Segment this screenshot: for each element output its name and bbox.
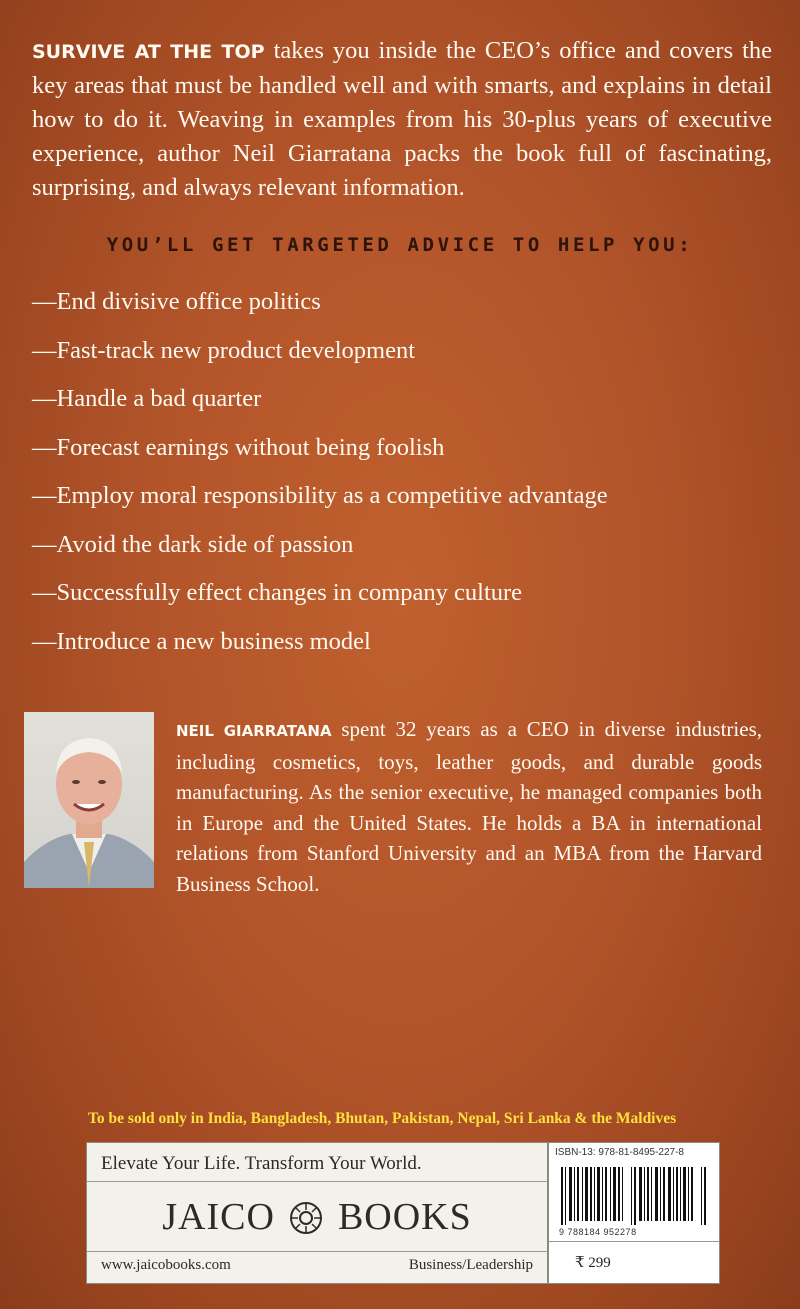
author-photo: [24, 712, 154, 888]
brand-left: JAICO: [162, 1196, 275, 1238]
advice-item: —Avoid the dark side of passion: [32, 530, 354, 558]
price-label: ₹ 299: [575, 1255, 611, 1271]
publisher-logo: [87, 1195, 547, 1239]
barcode-digits: 9 788184 952278: [559, 1227, 637, 1237]
author-name: NEIL GIARRATANA: [176, 722, 332, 740]
book-title-lead: SURVIVE AT THE TOP: [32, 41, 265, 63]
brand-right: BOOKS: [337, 1196, 472, 1238]
sun-emblem-icon: [289, 1201, 323, 1235]
isbn-label: ISBN-13: 978-81-8495-227-8: [555, 1147, 684, 1158]
publisher-website: www.jaicobooks.com: [101, 1257, 231, 1273]
divider: [549, 1241, 719, 1242]
book-description: [32, 34, 772, 205]
advice-item: —End divisive office politics: [32, 288, 321, 315]
advice-item: —Forecast earnings without being foolish: [32, 433, 445, 461]
advice-heading: YOU’LL GET TARGETED ADVICE TO HELP YOU:: [106, 234, 694, 256]
advice-item: —Introduce a new business model: [32, 627, 371, 655]
barcode-panel: [548, 1142, 720, 1284]
author-bio-text: spent 32 years as a CEO in diverse industries, including cosmetics, toys, leather goods, and durable goods manufacturing. As the senior executive, he managed companies both in Europe and the United States. He holds a BA in international relations from Stanford University and an MBA from the Harvard Business School.: [176, 717, 762, 896]
advice-item: —Fast-track new product development: [32, 336, 416, 364]
advice-item: —Handle a bad quarter: [32, 385, 262, 412]
advice-item: —Successfully effect changes in company culture: [32, 579, 523, 606]
publisher-tagline: Elevate Your Life. Transform Your World.: [101, 1153, 422, 1174]
advice-list: [32, 282, 772, 670]
publisher-panel: [86, 1142, 548, 1284]
divider: [87, 1251, 547, 1252]
book-description-text: takes you inside the CEO’s office and covers the key areas that must be handled well and with smarts, and explains in detail how to do it. Weaving in examples from his 30-plus years of executive experience, author Neil Giarratana packs the book full of fascinating, surprising, and always relevant information.: [32, 37, 772, 201]
divider: [87, 1181, 547, 1182]
barcode-icon: [561, 1167, 707, 1225]
territory-notice: To be sold only in India, Bangladesh, Bhutan, Pakistan, Nepal, Sri Lanka & the Maldives: [88, 1110, 677, 1127]
book-category: Business/Leadership: [408, 1257, 533, 1273]
advice-item: —Employ moral responsibility as a competitive advantage: [32, 482, 608, 509]
author-bio: [176, 714, 762, 899]
